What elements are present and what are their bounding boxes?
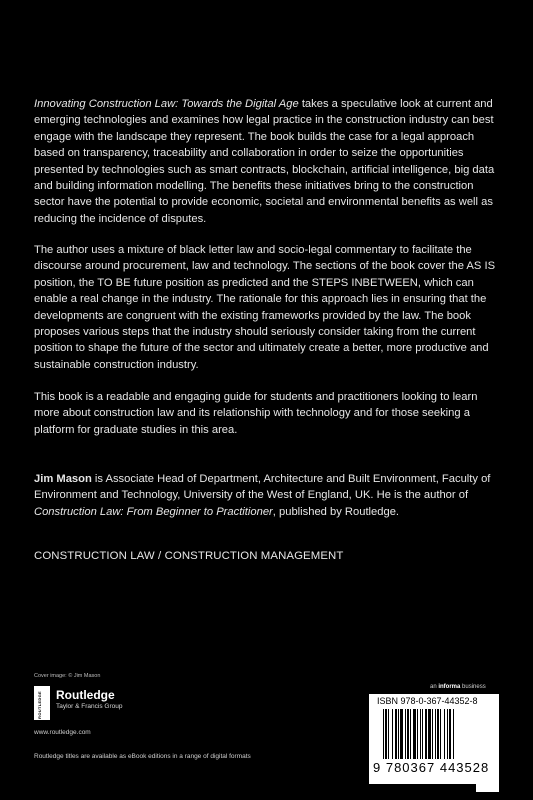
book-title-italic: Innovating Construction Law: Towards the Digital Age — [34, 98, 299, 110]
informa-business-label: an informa business — [430, 684, 486, 690]
author-bio — [34, 471, 504, 520]
author-previous-book: Construction Law: From Beginner to Practitioner — [34, 505, 273, 518]
barcode-icon — [381, 709, 491, 759]
cover-image-credit: Cover image: © Jim Mason — [34, 673, 101, 679]
author-name: Jim Mason — [34, 473, 92, 485]
subject-category: CONSTRUCTION LAW / CONSTRUCTION MANAGEMENT — [34, 550, 344, 562]
author-bio-text-a: is Associate Head of Department, Architecture and Built Environment, Faculty of Environment and Technology, University of the West of England, UK. He is the author of — [34, 473, 491, 502]
publisher-name: Routledge — [56, 688, 115, 702]
barcode-digits: 9 780367 443528 — [373, 760, 490, 775]
barcode-panel — [369, 694, 499, 784]
publisher-group: Taylor & Francis Group — [56, 703, 123, 710]
author-bio-text-b: , published by Routledge. — [272, 505, 400, 518]
publisher-website: www.routledge.com — [34, 729, 91, 736]
routledge-logo — [34, 686, 154, 726]
blurb-paragraph-2: The author uses a mixture of black letter law and socio-legal commentary to facilitate the discourse around procurement, law and technology. The sections of the book cover the AS IS position, the TO BE future position as predicted and the STEPS INBETWEEN, which can enable a real change in the industry. The rationale for this approach lies in ensuring that the developments are congruent with the existing frameworks provided by the law. The book proposes various steps that the industry should seriously consider taking from the current position to shape the future of the sector and ultimately create a better, more productive and sustainable construction industry. — [34, 244, 496, 371]
isbn-text: ISBN 978-0-367-44352-8 — [377, 696, 478, 706]
routledge-logo-mark-icon: ROUTLEDGE — [34, 686, 50, 720]
price-barcode-block — [476, 780, 499, 792]
ebook-note: Routledge titles are available as eBook editions in a range of digital formats — [34, 753, 251, 760]
blurb-paragraph-3: This book is a readable and engaging guide for students and practitioners looking to learn more about construction law and its relationship with technology and for those seeking a platform for graduate studies in this area. — [34, 391, 478, 436]
informa-brand: informa — [438, 684, 461, 690]
blurb-paragraph-1-text: takes a speculative look at current and emerging technologies and examines how legal practice in the construction industry can best engage with the landscape they represent. The book builds the case for a legal approach based on transparency, traceability and collaboration in order to seize the opportunities presented by technologies such as smart contracts, blockchain, artificial intelligence, big data and building information modelling. The benefits these initiatives bring to the construction sector have the potential to provide economic, societal and environmental benefits as well as reducing the incidence of disputes. — [34, 98, 495, 225]
blurb-paragraph-1 — [34, 96, 504, 227]
